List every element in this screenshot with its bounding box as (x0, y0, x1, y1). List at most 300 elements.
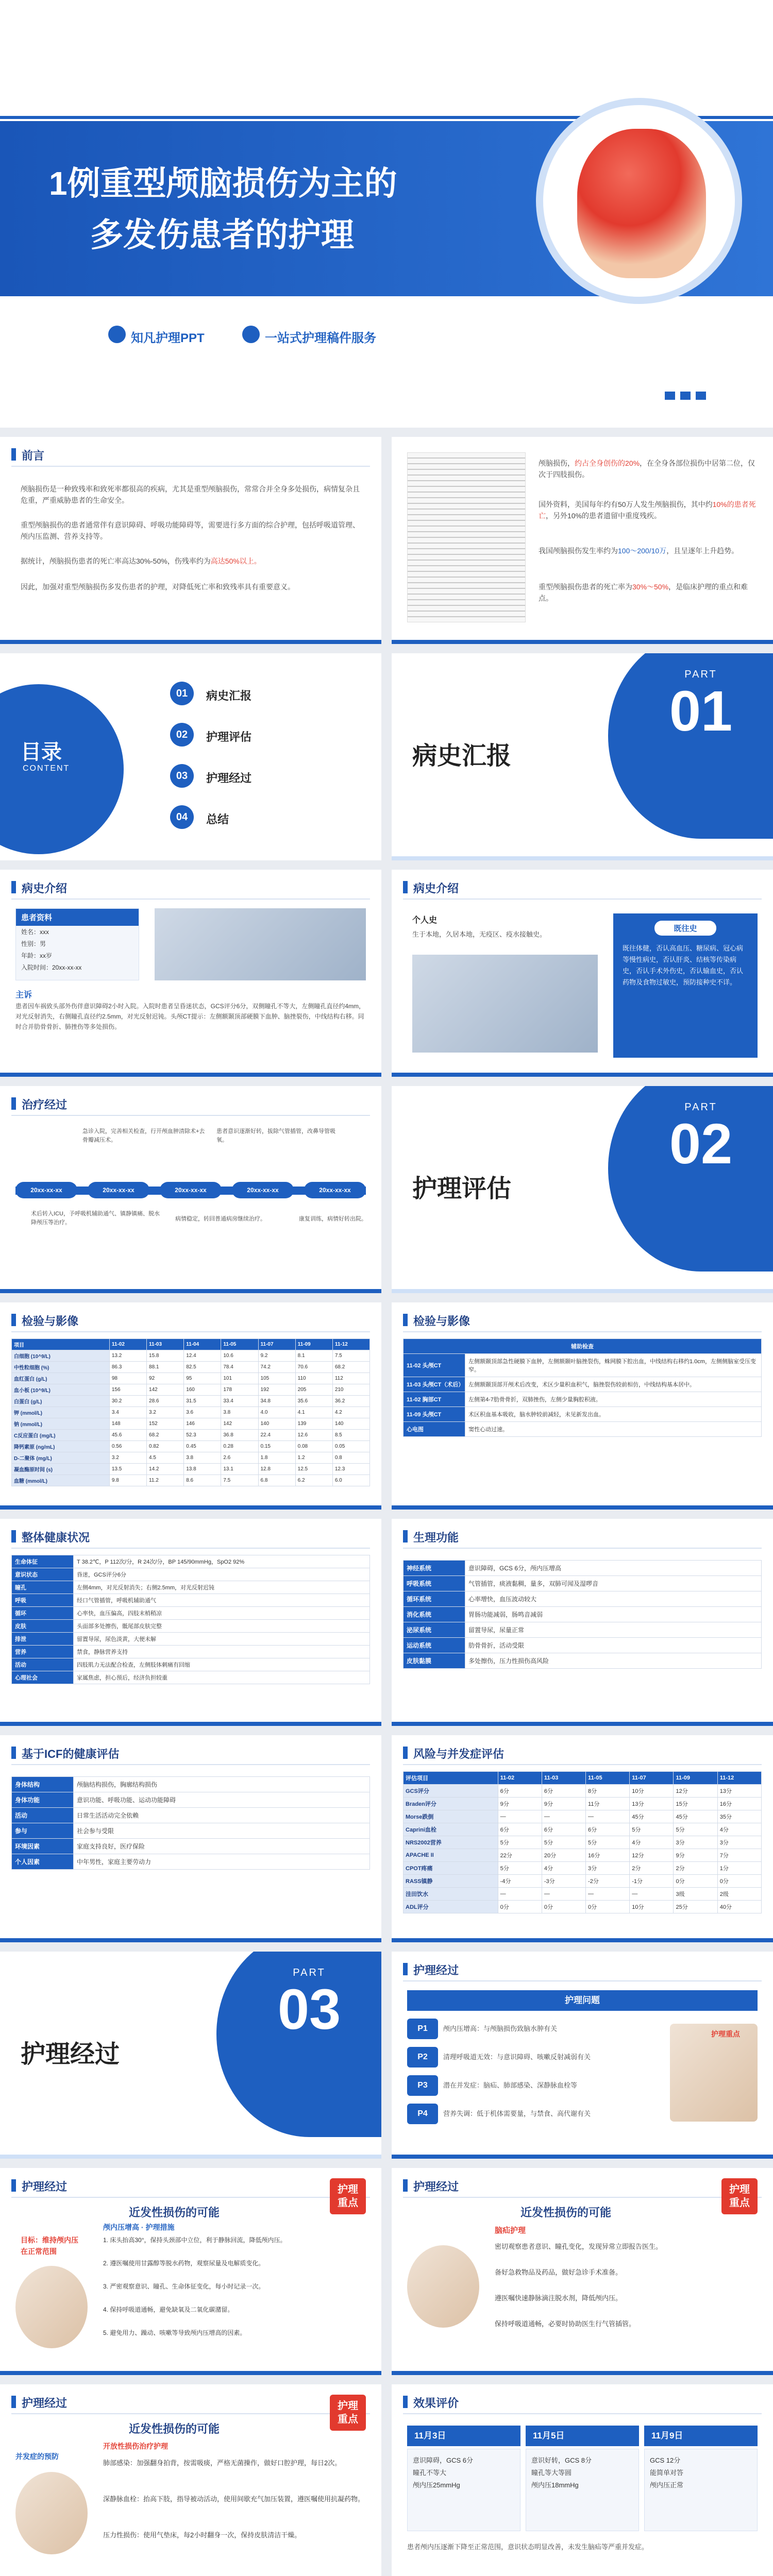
table-cell: 3级 (674, 1888, 717, 1901)
table-cell: 40分 (717, 1901, 761, 1913)
section-1-title: 病史汇报 (412, 742, 512, 770)
table-cell: 心率增快，血压波动较大 (465, 1591, 762, 1607)
table-row (12, 1658, 370, 1671)
table-cell: 0.28 (221, 1441, 258, 1452)
row-label: CPOT疼痛 (404, 1862, 498, 1875)
cp2-item-2: 备好急救物品及药品，做好急诊手术准备。 (495, 2268, 623, 2276)
table-cell: 95 (184, 1373, 221, 1384)
table-cell: 142 (221, 1418, 258, 1430)
slide-cover (0, 0, 773, 428)
table-cell: 3分 (586, 1862, 630, 1875)
table-cell: 210 (332, 1384, 369, 1396)
table-header: 11-09 (295, 1339, 332, 1350)
table-cell: 12.8 (258, 1464, 295, 1475)
slide-problems (392, 1952, 773, 2159)
toc-sub: CONTENT (23, 764, 70, 773)
table-cell: 3.8 (184, 1452, 221, 1464)
problem-p2-id: P2 (407, 2047, 438, 2067)
table-cell: 颅脑结构损伤，胸廓结构损伤 (74, 1777, 370, 1792)
table-header: 11-05 (586, 1772, 630, 1785)
slide-care-3 (0, 2384, 381, 2576)
table-cell: 左侧额颞顶部急性硬膜下血肿，左侧额颞叶脑挫裂伤，蛛网膜下腔出血，中线结构右移约1.0cm，左侧侧脑室受压变窄。 (465, 1354, 762, 1377)
table-cell: 140 (258, 1418, 295, 1430)
intro-p1: 颅脑损伤是一种致残率和致死率都很高的疾病，尤其是重型颅脑损伤，常常合并全身多处损伤，病情复杂且危重，严重威胁患者的生命安全。 (21, 485, 360, 504)
row-label: NRS2002营养 (404, 1836, 498, 1849)
head-illustration (577, 129, 706, 278)
bio-table (403, 1560, 762, 1669)
table-cell: 左侧第4-7肋骨骨折，双肺挫伤，左侧少量胸腔积液。 (465, 1392, 762, 1407)
table-row (404, 1798, 762, 1810)
table-cell: 4.0 (258, 1407, 295, 1418)
row-label: 意识状态 (12, 1568, 74, 1581)
slide-general (0, 1519, 381, 1726)
section-3-title: 护理经过 (21, 2041, 120, 2068)
toc-item-2[interactable]: 护理评估 (206, 731, 252, 743)
table-row (12, 1475, 370, 1486)
table-cell: 15.8 (147, 1350, 184, 1362)
intro-p4: 因此，加强对重型颅脑损伤多发伤患者的护理，对降低死亡率和致残率具有重要意义。 (21, 583, 295, 591)
timeline-date-4: 20xx-xx-xx (232, 1182, 294, 1198)
table-cell: 0分 (498, 1901, 542, 1913)
table-cell: 1.2 (295, 1452, 332, 1464)
row-label: D-二聚体 (mg/L) (12, 1452, 110, 1464)
table-cell: 140 (332, 1418, 369, 1430)
case2-title: 病史介绍 (413, 882, 459, 895)
lab-title: 检验与影像 (22, 1315, 79, 1328)
timeline-note-5: 康复训练，病情好转出院。 (299, 1216, 367, 1222)
toc-item-3[interactable]: 护理经过 (206, 772, 252, 785)
general-title: 整体健康状况 (22, 1531, 90, 1544)
table-cell: 5分 (498, 1862, 542, 1875)
past-history-tag: 既往史 (654, 921, 716, 936)
table-header: 项目 (12, 1339, 110, 1350)
row-label: 身体结构 (12, 1777, 74, 1792)
row-label: 11-09 头颅CT (404, 1407, 465, 1422)
table-cell: 0分 (717, 1875, 761, 1888)
cp3-item-3: 压力性损伤：使用气垫床，每2小时翻身一次，保持皮肤清洁干燥。 (103, 2531, 301, 2539)
row-label: 中性粒细胞 (%) (12, 1362, 110, 1373)
cp1-left-1: 目标：维持颅内压 (21, 2236, 78, 2244)
table-row (12, 1362, 370, 1373)
table-cell: — (498, 1810, 542, 1823)
table-cell: 160 (184, 1384, 221, 1396)
slide-care-1 (0, 2168, 381, 2375)
cp2-stamp: 护理 重点 (721, 2178, 758, 2214)
intro-p2: 重型颅脑损伤的患者通常伴有意识障碍、呼吸功能障碍等，需要进行多方面的综合护理，包括呼吸道管理、颅内压监测、营养支持等。 (21, 521, 360, 540)
section-3-part: PART (293, 1967, 326, 1978)
table-cell: 9.2 (258, 1350, 295, 1362)
problem-p2: 清理呼吸道无效：与意识障碍、咳嗽反射减弱有关 (443, 2053, 591, 2061)
table-cell: 窦性心动过速。 (465, 1422, 762, 1437)
cp1-item-5: 5. 避免用力、躁动、咳嗽等导致颅内压增高的因素。 (103, 2329, 246, 2336)
table-cell: 70.6 (295, 1362, 332, 1373)
cp1-item-3: 3. 严密观察意识、瞳孔、生命体征变化，每小时记录一次。 (103, 2283, 265, 2290)
toc-item-4[interactable]: 总结 (206, 813, 229, 826)
row-label: 神经系统 (404, 1561, 465, 1576)
table-cell: 36.8 (221, 1430, 258, 1441)
toc-num-2: 02 (170, 723, 194, 747)
table-cell: 5分 (542, 1836, 585, 1849)
timeline-note-4: 病情稳定，转回普通病房继续治疗。 (175, 1216, 266, 1222)
cp2-item-3: 遵医嘱快速静脉滴注脱水剂，降低颅内压。 (495, 2294, 623, 2302)
table-row (404, 1591, 762, 1607)
table-cell: 4分 (717, 1823, 761, 1836)
toc-num-1: 01 (170, 682, 194, 705)
table-cell: 8.5 (332, 1430, 369, 1441)
slide-section-1 (392, 653, 773, 860)
problem-p1-id: P1 (407, 2019, 438, 2039)
problem-p1: 颅内压增高：与颅脑损伤致脑水肿有关 (443, 2025, 558, 2032)
toc-num-4: 04 (170, 805, 194, 829)
section-1-part: PART (684, 669, 717, 680)
slide-section-2 (392, 1086, 773, 1293)
table-cell: 4分 (542, 1862, 585, 1875)
row-label: 活动 (12, 1808, 74, 1823)
table-cell: — (630, 1888, 674, 1901)
cp3-sub: 开放性损伤治疗护理 (103, 2442, 168, 2450)
table-row (12, 1407, 370, 1418)
row-label: GCS评分 (404, 1785, 498, 1798)
row-label: 11-02 胸部CT (404, 1392, 465, 1407)
section-2-part: PART (684, 1101, 717, 1113)
general-table (11, 1555, 370, 1684)
table-cell: 肋骨骨折，活动受限 (465, 1638, 762, 1653)
table-cell: 112 (332, 1373, 369, 1384)
table-cell: 88.1 (147, 1362, 184, 1373)
table-row (12, 1594, 370, 1607)
table-cell: 8.6 (184, 1475, 221, 1486)
eval1-col-2: 11月5日 (526, 2426, 639, 2446)
table-row (12, 1777, 370, 1792)
section-3-circle (216, 1952, 381, 2137)
table-cell: 6.8 (258, 1475, 295, 1486)
table-row (404, 1862, 762, 1875)
table-header: 11-02 (109, 1339, 146, 1350)
problem-p4: 营养失调：低于机体需要量，与禁食、高代谢有关 (443, 2110, 591, 2117)
table-cell: 86.3 (109, 1362, 146, 1373)
row-label: 洼田饮水 (404, 1888, 498, 1901)
table-cell: 68.2 (332, 1362, 369, 1373)
slide-intro-right (392, 437, 773, 644)
row-label: 白蛋白 (g/L) (12, 1396, 110, 1407)
brand-icon (108, 326, 126, 343)
past-history-card (613, 913, 758, 1058)
service-label: 一站式护理稿件服务 (265, 331, 376, 345)
table-cell: 7分 (717, 1849, 761, 1862)
table-cell: 8分 (586, 1785, 630, 1798)
slide-lab (0, 1302, 381, 1510)
table-cell: 152 (147, 1418, 184, 1430)
table-row (12, 1823, 370, 1839)
table-cell: 78.4 (221, 1362, 258, 1373)
table-row (404, 1354, 762, 1377)
table-cell: 左侧4mm，对光反射消失；右侧2.5mm，对光反射迟钝 (74, 1581, 370, 1594)
table-cell: 0分 (542, 1901, 585, 1913)
cp3-left: 并发症的预防 (15, 2452, 59, 2461)
slide-care-2 (392, 2168, 773, 2375)
intro-r2: 国外资料，美国每年约有50万人发生颅脑损伤，其中约10%的患者死亡，另外10%的患者遗留中重度残疾。 (539, 500, 756, 520)
table-cell: 经口气管插管，呼吸机辅助通气 (74, 1594, 370, 1607)
row-label: 降钙素原 (ng/mL) (12, 1441, 110, 1452)
risk-title: 风险与并发症评估 (413, 1748, 505, 1760)
table-cell: 3分 (717, 1836, 761, 1849)
row-label: 白细胞 (10^9/L) (12, 1350, 110, 1362)
table-cell: 13.8 (184, 1464, 221, 1475)
table-cell: T 38.2℃，P 112次/分，R 24次/分，BP 145/90mmHg，SpO2 92% (74, 1555, 370, 1568)
table-cell: 0.05 (332, 1441, 369, 1452)
table-cell: 148 (109, 1418, 146, 1430)
timeline-note-1: 急诊入院，完善相关检查，行开颅血肿清除术+去骨瓣减压术。 (82, 1128, 205, 1143)
table-cell: 四肢肌力无法配合检查，左侧肢体刺痛有回缩 (74, 1658, 370, 1671)
toc-num-3: 03 (170, 764, 194, 788)
table-row (12, 1441, 370, 1452)
table-cell: 6分 (498, 1785, 542, 1798)
service-icon (242, 326, 260, 343)
table-row (404, 1561, 762, 1576)
slide-case-right (392, 870, 773, 1077)
intro-title: 前言 (22, 449, 45, 462)
table-cell: 30.2 (109, 1396, 146, 1407)
slide-risk (392, 1735, 773, 1942)
table-cell: 14.2 (147, 1464, 184, 1475)
row-label: 参与 (12, 1823, 74, 1839)
table-cell: 22.4 (258, 1430, 295, 1441)
section-3-num: 03 (277, 1978, 341, 2041)
table-header: 11-07 (258, 1339, 295, 1350)
table-cell: 101 (221, 1373, 258, 1384)
table-row (12, 1373, 370, 1384)
table-cell: 35分 (717, 1810, 761, 1823)
table-cell: 68.2 (147, 1430, 184, 1441)
table-cell: 意识功能、呼吸功能、运动功能障碍 (74, 1792, 370, 1808)
problem-p3: 潜在并发症：脑疝、肺部感染、深静脉血栓等 (443, 2081, 578, 2089)
table-cell: 0.15 (258, 1441, 295, 1452)
eval1-c3: GCS 12分 能简单对答 颅内压正常 (644, 2449, 758, 2531)
document-image (407, 452, 526, 622)
section-1-circle (608, 653, 773, 839)
table-cell: 留置导尿，尿量正常 (465, 1622, 762, 1638)
table-cell: 4.5 (147, 1452, 184, 1464)
row-label: 钠 (mmol/L) (12, 1418, 110, 1430)
table-cell: 4分 (630, 1836, 674, 1849)
table-cell: 9分 (542, 1798, 585, 1810)
table-cell: 52.3 (184, 1430, 221, 1441)
table-cell: 6.0 (332, 1475, 369, 1486)
patient-card-title: 患者资料 (16, 909, 139, 926)
section-1-num: 01 (669, 680, 733, 743)
table-cell: 13分 (717, 1785, 761, 1798)
table-header: 11-05 (221, 1339, 258, 1350)
slide-course (0, 1086, 381, 1293)
row-label: Caprini血栓 (404, 1823, 498, 1836)
table-cell: 0分 (674, 1875, 717, 1888)
table-cell: — (542, 1888, 585, 1901)
table-cell: 13.1 (221, 1464, 258, 1475)
row-label: ADL评分 (404, 1901, 498, 1913)
table-cell: 家属焦虑，担心预后，经济负担较重 (74, 1671, 370, 1684)
table-cell: 禁食，静脉营养支持 (74, 1646, 370, 1658)
table-cell: 5分 (674, 1823, 717, 1836)
table-header: 11-07 (630, 1772, 674, 1785)
table-cell: 0.45 (184, 1441, 221, 1452)
table-row (12, 1792, 370, 1808)
table-cell: 139 (295, 1418, 332, 1430)
table-cell: 192 (258, 1384, 295, 1396)
row-label: 钾 (mmol/L) (12, 1407, 110, 1418)
case-title: 病史介绍 (22, 882, 68, 895)
table-cell: 13分 (630, 1798, 674, 1810)
brand-label: 知凡护理PPT (131, 331, 205, 345)
problems-title: 护理经过 (413, 1964, 459, 1977)
table-cell: 9分 (498, 1798, 542, 1810)
toc-item-1[interactable]: 病史汇报 (206, 689, 252, 702)
table-row (404, 1810, 762, 1823)
imaging-head: 辅助检查 (404, 1339, 762, 1354)
table-cell: 社会参与受限 (74, 1823, 370, 1839)
table-row (12, 1581, 370, 1594)
table-cell: 3.2 (147, 1407, 184, 1418)
bio-title: 生理功能 (413, 1531, 459, 1544)
table-row (12, 1568, 370, 1581)
table-cell: 术区积血基本吸收，脑水肿较前减轻，未见新发出血。 (465, 1407, 762, 1422)
table-row (404, 1638, 762, 1653)
table-cell: 12分 (674, 1785, 717, 1798)
row-label: 皮肤黏膜 (404, 1653, 465, 1669)
field-date: 入院时间：20xx-xx-xx (21, 964, 82, 971)
table-cell: 22分 (498, 1849, 542, 1862)
table-cell: 205 (295, 1384, 332, 1396)
table-cell: 气管插管，痰液黏稠，量多，双肺可闻及湿啰音 (465, 1576, 762, 1591)
table-cell: 2分 (674, 1862, 717, 1875)
row-label: 心理社会 (12, 1671, 74, 1684)
table-cell: 0.82 (147, 1441, 184, 1452)
brain-image-2 (407, 2245, 479, 2328)
slide-section-3 (0, 1952, 381, 2159)
table-cell: -3分 (542, 1875, 585, 1888)
row-label: APACHE II (404, 1849, 498, 1862)
table-row (404, 1576, 762, 1591)
eval1-title: 效果评价 (413, 2397, 459, 2410)
cover-title-2: 多发伤患者的护理 (90, 216, 354, 253)
cp2-heading: 近发性损伤的可能 (520, 2206, 612, 2219)
table-cell: 5分 (586, 1836, 630, 1849)
table-row (12, 1384, 370, 1396)
table-cell: 16分 (586, 1849, 630, 1862)
row-label: 生命体征 (12, 1555, 74, 1568)
table-row (12, 1607, 370, 1620)
row-label: 营养 (12, 1646, 74, 1658)
row-label: 循环系统 (404, 1591, 465, 1607)
table-cell: 4.2 (332, 1407, 369, 1418)
row-label: 活动 (12, 1658, 74, 1671)
slide-icf (0, 1735, 381, 1942)
past-history-text: 既往体健，否认高血压、糖尿病、冠心病等慢性病史，否认肝炎、结核等传染病史，否认手术外伤史，否认输血史，否认药物及食物过敏史，预防接种史不详。 (623, 944, 744, 986)
table-row (404, 1901, 762, 1913)
table-cell: 9.8 (109, 1475, 146, 1486)
table-cell: 110 (295, 1373, 332, 1384)
table-row (404, 1422, 762, 1437)
table-header: 11-03 (542, 1772, 585, 1785)
table-header: 11-04 (184, 1339, 221, 1350)
table-header: 11-12 (717, 1772, 761, 1785)
cp2-item-4: 保持呼吸道通畅，必要时协助医生行气管插管。 (495, 2320, 636, 2328)
table-cell: -2分 (586, 1875, 630, 1888)
section-2-num: 02 (669, 1112, 733, 1176)
table-cell: 10分 (630, 1901, 674, 1913)
patient-card (15, 908, 139, 980)
table-cell: 15分 (674, 1798, 717, 1810)
table-cell: 0.08 (295, 1441, 332, 1452)
problem-p4-id: P4 (407, 2104, 438, 2124)
field-age: 年龄：xx岁 (21, 952, 53, 959)
table-cell: 105 (258, 1373, 295, 1384)
table-cell: 11.2 (147, 1475, 184, 1486)
table-cell: 家庭支持良好，医疗保险 (74, 1839, 370, 1854)
eval1-col-1: 11月3日 (407, 2426, 520, 2446)
row-label: 环境因素 (12, 1839, 74, 1854)
table-row (12, 1464, 370, 1475)
problem-p3-id: P3 (407, 2075, 438, 2096)
table-cell: 146 (184, 1418, 221, 1430)
table-cell: 45分 (630, 1810, 674, 1823)
cp1-heading: 近发性损伤的可能 (129, 2206, 220, 2219)
section-2-circle (608, 1086, 773, 1272)
table-cell: 3.2 (109, 1452, 146, 1464)
row-label: 排泄 (12, 1633, 74, 1646)
table-cell: 98 (109, 1373, 146, 1384)
slide-case-left (0, 870, 381, 1077)
table-row (404, 1392, 762, 1407)
table-cell: -4分 (498, 1875, 542, 1888)
field-name: 姓名：xxx (21, 928, 49, 936)
row-label: 心电图 (404, 1422, 465, 1437)
table-row (12, 1854, 370, 1870)
eval1-note: 患者颅内压逐渐下降至正常范围，意识状态明显改善，未发生脑疝等严重并发症。 (407, 2543, 649, 2551)
row-label: 血糖 (mmol/L) (12, 1475, 110, 1486)
eval1-c2: 意识好转，GCS 8分 瞳孔等大等圆 颅内压18mmHg (526, 2449, 639, 2531)
doctor-photo (155, 908, 366, 980)
table-cell: 74.2 (258, 1362, 295, 1373)
row-label: 循环 (12, 1607, 74, 1620)
intro-r3: 我国颅脑损伤发生率约为100～200/10万，且呈逐年上升趋势。 (539, 547, 739, 555)
table-header: 11-03 (147, 1339, 184, 1350)
table-row (12, 1671, 370, 1684)
table-cell: 10.6 (221, 1350, 258, 1362)
slide-eval-1 (392, 2384, 773, 2576)
intro-r4: 重型颅脑损伤患者的死亡率为30%～50%，是临床护理的重点和难点。 (539, 583, 748, 602)
timeline-note-3: 患者意识逐渐好转，拔除气管插管，改鼻导管吸氧。 (216, 1128, 335, 1143)
table-header: 11-12 (332, 1339, 369, 1350)
table-cell: 45.6 (109, 1430, 146, 1441)
table-cell: 11分 (586, 1798, 630, 1810)
cp1-title: 护理经过 (22, 2180, 68, 2193)
table-cell: 6分 (542, 1823, 585, 1836)
table-cell: 12分 (630, 1849, 674, 1862)
table-cell: 45分 (674, 1810, 717, 1823)
cp1-item-1: 1. 床头抬高30°，保持头颈部中立位，利于静脉回流，降低颅内压。 (103, 2236, 287, 2244)
table-cell: 7.5 (332, 1350, 369, 1362)
table-row (404, 1407, 762, 1422)
consult-photo (412, 955, 598, 1053)
row-label: 11-02 头颅CT (404, 1354, 465, 1377)
row-label: 身体功能 (12, 1792, 74, 1808)
table-cell: 昏迷，GCS评分6分 (74, 1568, 370, 1581)
table-cell: 6.2 (295, 1475, 332, 1486)
timeline-note-2: 术后转入ICU，予呼吸机辅助通气、镇静镇痛、脱水降颅压等治疗。 (31, 1211, 160, 1226)
table-row (404, 1888, 762, 1901)
table-cell: 2分 (630, 1862, 674, 1875)
table-cell: 3分 (674, 1836, 717, 1849)
